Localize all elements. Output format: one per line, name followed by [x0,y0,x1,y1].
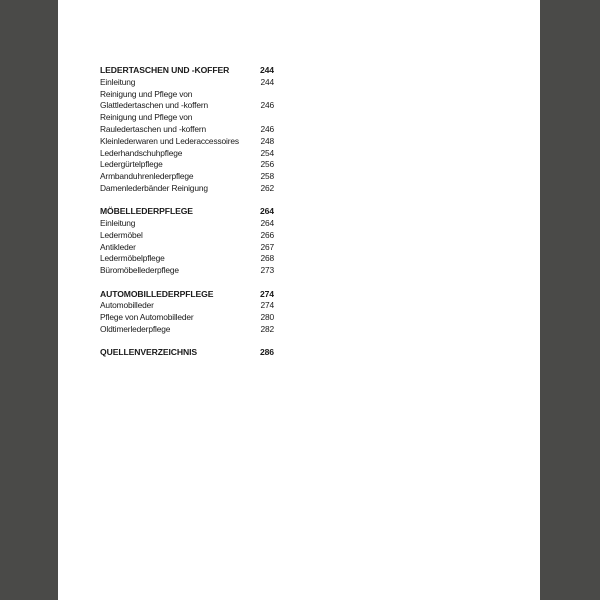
toc-entry [100,230,274,242]
toc-entry-text: Lederhandschuhpflege [100,147,183,158]
toc-entry [100,242,274,254]
toc-entry [100,312,274,324]
toc-entry [100,183,274,195]
toc-entry-page: 280 [260,312,274,323]
toc-entry-page: 274 [260,300,274,311]
toc-entry [100,89,274,101]
table-of-contents [100,65,274,371]
toc-entry-text: Ledermöbel [100,229,143,240]
left-dark-border [0,0,58,600]
toc-entry [100,324,274,336]
document-page [58,0,540,600]
toc-entry [100,77,274,89]
toc-entry-text: Rauledertaschen und -koffern [100,123,206,134]
toc-heading-page: 264 [259,206,274,217]
toc-heading-title: MÖBELLEDERPFLEGE [100,206,193,217]
toc-entry [100,136,274,148]
toc-entry-page: 246 [260,100,274,111]
toc-entry [100,148,274,160]
toc-entry-text: Ledergürtelpflege [100,159,163,170]
toc-heading-title: AUTOMOBILLEDERPFLEGE [100,288,214,299]
toc-heading-page: 244 [259,65,274,75]
toc-section-automobillederpflege [100,289,274,336]
toc-entry [100,171,274,183]
toc-heading-title: QUELLENVERZEICHNIS [100,347,198,358]
toc-heading [100,347,274,359]
right-dark-border [540,0,600,600]
toc-entry-text: Glattledertaschen und -koffern [100,100,209,111]
toc-heading [100,65,274,77]
toc-entry-page: 258 [260,171,274,182]
toc-heading-title: LEDERTASCHEN UND -KOFFER [100,65,230,75]
toc-entry-page: 266 [260,229,274,240]
toc-entry-page: 262 [260,182,274,193]
toc-entry [100,159,274,171]
toc-heading-page: 286 [259,347,274,358]
toc-entry-text: Antikleder [100,241,136,252]
toc-entry-page: 244 [260,76,274,87]
toc-entry-text: Reinigung und Pflege von [100,88,193,99]
toc-entry-page: 256 [260,159,274,170]
toc-entry-text: Armbanduhrenlederpflege [100,171,194,182]
toc-entry-page: 248 [260,135,274,146]
toc-entry-text: Einleitung [100,76,136,87]
toc-entry-page: 282 [260,323,274,334]
toc-entry-text: Einleitung [100,218,136,229]
toc-entry-text: Damenlederbänder Reinigung [100,182,208,193]
toc-entry-text: Pflege von Automobilleder [100,312,194,323]
toc-entry-page: 264 [260,218,274,229]
toc-entry [100,300,274,312]
toc-entry-page: 267 [260,241,274,252]
toc-entry-text: Kleinlederwaren und Lederaccessoires [100,135,239,146]
toc-entry [100,112,274,124]
toc-heading [100,289,274,301]
toc-entry-page: 273 [260,265,274,276]
toc-entry-text: Ledermöbelpflege [100,253,165,264]
toc-entry [100,218,274,230]
toc-entry-text: Automobilleder [100,300,154,311]
toc-section-moebellederpflege [100,206,274,277]
toc-heading [100,206,274,218]
toc-entry-text: Oldtimerlederpflege [100,323,171,334]
toc-entry [100,265,274,277]
toc-entry-page: 246 [260,123,274,134]
toc-entry [100,100,274,112]
toc-section-quellenverzeichnis [100,347,274,359]
toc-entry-text: Büromöbellederpflege [100,265,179,276]
toc-entry-page: 268 [260,253,274,264]
toc-section-ledertaschen [100,65,274,195]
toc-entry-text: Reinigung und Pflege von [100,112,193,123]
toc-heading-page: 274 [259,288,274,299]
toc-entry [100,124,274,136]
toc-entry-page: 254 [260,147,274,158]
toc-entry [100,253,274,265]
